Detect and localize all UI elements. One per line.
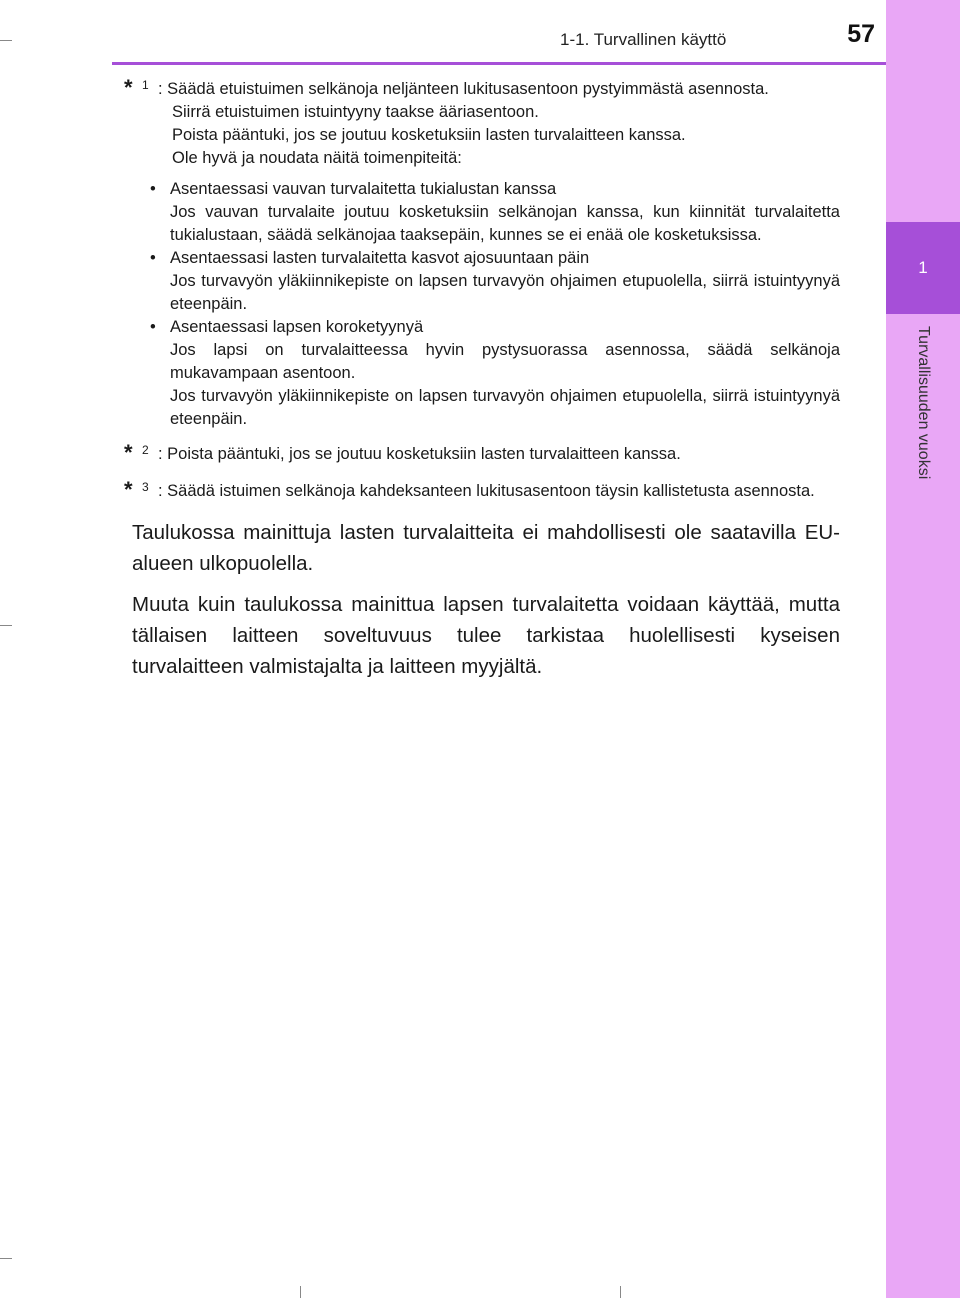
footnote-line: : Säädä istuimen selkänoja kahdeksanteen lukitusasentoon täysin kallistetusta asennosta.: [158, 482, 815, 500]
bullet-text: Jos turvavyön yläkiinnikepiste on lapsen turvavyön ohjaimen etupuolella, siirrä istuintyynyä eteenpäin.: [170, 387, 840, 428]
footnote-2: [120, 440, 840, 466]
footnote-number: 1: [142, 78, 149, 92]
crop-mark: [620, 1286, 621, 1298]
paragraph: Taulukossa mainittuja lasten turvalaitteita ei mahdollisesti ole saatavilla EU-alueen ulkopuolella.: [132, 521, 840, 575]
footnote-marker: *: [124, 477, 133, 502]
footnote-line: Ole hyvä ja noudata näitä toimenpiteitä:: [172, 149, 462, 167]
page-content: [120, 70, 840, 692]
bullet-text: Jos vauvan turvalaite joutuu kosketuksiin selkänojan kanssa, kun kiinnität turvalaitetta tukialustaan, säädä selkänojaa taaksepäin, kunnes se ei enää ole kosketuksissa.: [170, 203, 840, 244]
footnote-line: Siirrä etuistuimen istuintyyny taakse ääriasentoon.: [172, 103, 539, 121]
page-header: [0, 0, 886, 62]
bullet-text: Jos lapsi on turvalaitteessa hyvin pystysuorassa asennossa, säädä selkänoja mukavampaan asentoon.: [170, 341, 840, 382]
chapter-tab: 1: [886, 222, 960, 314]
section-title: 1-1. Turvallinen käyttö: [560, 30, 727, 49]
bullet-title: Asentaessasi lapsen koroketyynyä: [170, 318, 424, 336]
bullet-text: Jos turvavyön yläkiinnikepiste on lapsen turvavyön ohjaimen etupuolella, siirrä istuintyynyä eteenpäin.: [170, 272, 840, 313]
crop-mark: [0, 1258, 12, 1259]
list-item: • Asentaessasi lasten turvalaitetta kasvot ajosuuntaan päin Jos turvavyön yläkiinnikepiste on lapsen turvavyön ohjaimen etupuolella, siirrä istuintyynyä eteenpäin.: [120, 247, 840, 316]
list-item: • Asentaessasi lapsen koroketyynyä Jos lapsi on turvalaitteessa hyvin pystysuorassa asennossa, säädä selkänoja mukavampaan asentoon. Jos turvavyön yläkiinnikepiste on lapsen turvavyön ohjaimen etupuolella, siirrä istuintyynyä eteenpäin.: [120, 316, 840, 431]
crop-mark: [300, 1286, 301, 1298]
header-rule: [112, 62, 886, 65]
list-item: • Asentaessasi vauvan turvalaitetta tukialustan kanssa Jos vauvan turvalaite joutuu kosketuksiin selkänojan kanssa, kun kiinnität turvalaitetta tukialustaan, säädä selkänojaa taaksepäin, kunnes se ei enää ole kosketuksissa.: [120, 178, 840, 247]
paragraph: Muuta kuin taulukossa mainittua lapsen turvalaitetta voidaan käyttää, mutta tällaisen laitteen soveltuvuus tulee tarkistaa huolellisesti kyseisen turvalaitteen valmistajalta ja laitteen myyjältä.: [132, 593, 840, 678]
body-text: [120, 517, 840, 682]
footnote-3: [120, 477, 840, 503]
chapter-label: Turvallisuuden vuoksi: [915, 326, 932, 480]
footnote-marker: *: [124, 440, 133, 465]
bullet-title: Asentaessasi lasten turvalaitetta kasvot ajosuuntaan päin: [170, 249, 590, 267]
chapter-sidebar: [886, 0, 960, 1298]
footnote-1: [120, 75, 840, 431]
footnote-marker: *: [124, 75, 133, 100]
footnote-line: Poista pääntuki, jos se joutuu kosketuksiin lasten turvalaitteen kanssa.: [172, 126, 686, 144]
footnote-line: : Poista pääntuki, jos se joutuu kosketuksiin lasten turvalaitteen kanssa.: [158, 445, 681, 463]
footnote-number: 2: [142, 443, 149, 457]
bullet-title: Asentaessasi vauvan turvalaitetta tukialustan kanssa: [170, 180, 557, 198]
footnote-line: : Säädä etuistuimen selkänoja neljänteen lukitusasentoon pystyimmästä asennosta.: [158, 80, 769, 98]
footnote-number: 3: [142, 480, 149, 494]
page-number: 57: [847, 20, 875, 48]
crop-mark: [0, 625, 12, 626]
bullet-list: [120, 178, 840, 431]
